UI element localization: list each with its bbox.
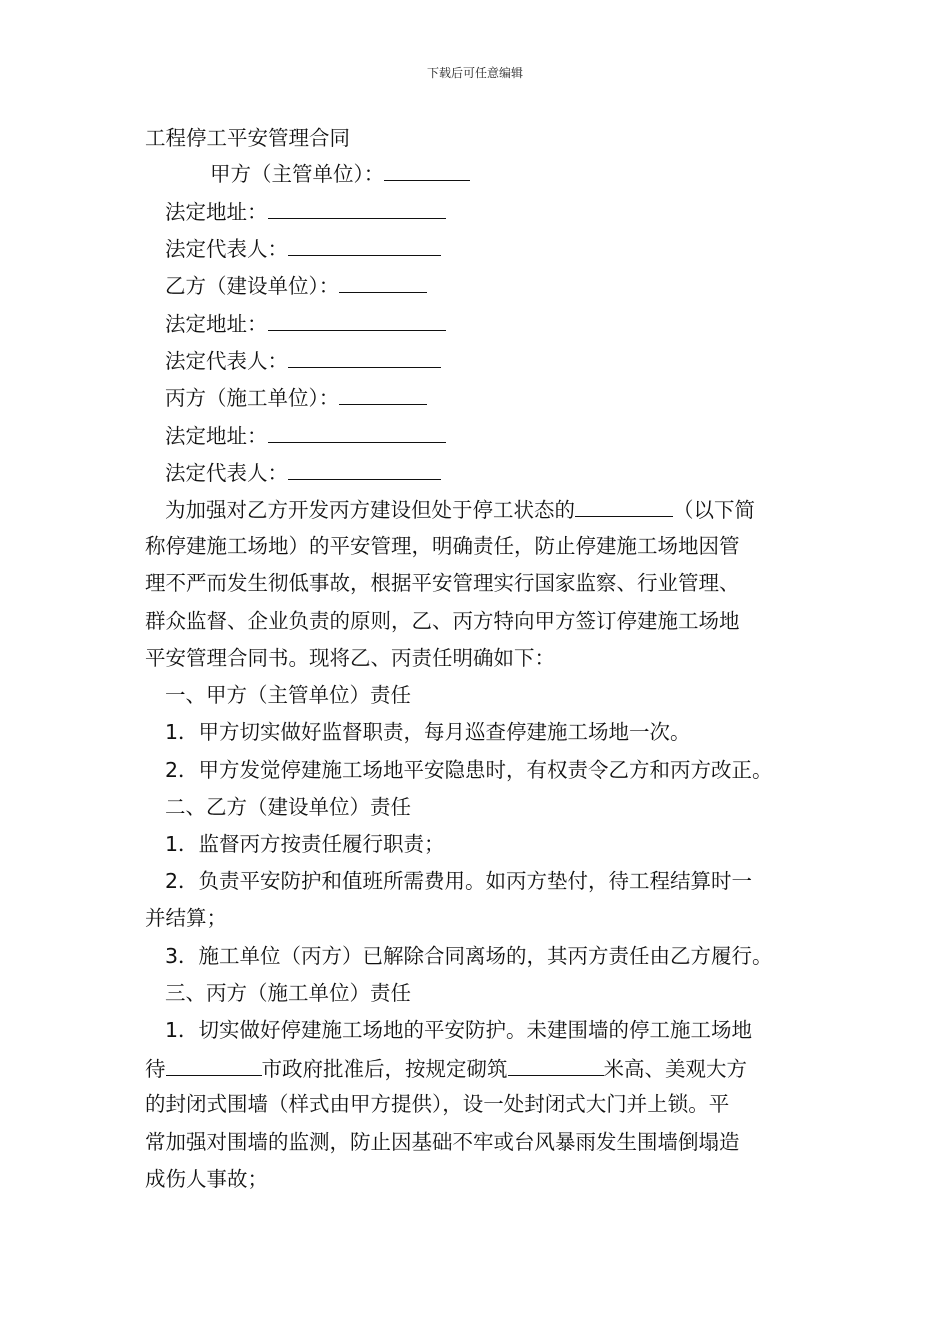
party-a-address-line xyxy=(165,196,446,226)
party-b-address-label: 法定地址： xyxy=(165,312,268,336)
party-c-label: 丙方（施工单位）： xyxy=(165,386,340,410)
party-c-address-line xyxy=(165,420,446,450)
intro-line-3: 理不严而发生彻低事故，根据平安管理实行国家监察、行业管理、 xyxy=(145,571,740,595)
party-c-address-blank[interactable] xyxy=(268,420,446,443)
party-a-rep-blank[interactable] xyxy=(288,233,441,256)
section-3-item-1e: 成伤人事故； xyxy=(145,1167,268,1191)
party-b-address-line xyxy=(165,308,446,338)
party-c-blank[interactable] xyxy=(339,382,427,405)
intro-line-5: 平安管理合同书。现将乙、丙责任明确如下： xyxy=(145,646,555,670)
party-a-line xyxy=(210,158,470,188)
section-3-item-1b xyxy=(145,1053,747,1083)
party-c-address-label: 法定地址： xyxy=(165,424,268,448)
intro-line-1 xyxy=(165,494,755,524)
section-3-text-1b-2: 市政府批准后，按规定砌筑 xyxy=(261,1057,508,1081)
approval-blank[interactable] xyxy=(166,1053,262,1076)
intro-line-2: 称停建施工场地）的平安管理，明确责任，防止停建施工场地因管 xyxy=(145,534,740,558)
section-2-item-2a: 2．负责平安防护和值班所需费用。如丙方垫付，待工程结算时一 xyxy=(165,869,753,893)
site-name-blank[interactable] xyxy=(575,494,673,517)
section-3-text-1b-3: 米高、美观大方 xyxy=(603,1057,747,1081)
section-1-heading: 一、甲方（主管单位）责任 xyxy=(165,683,411,707)
party-a-label: 甲方（主管单位）： xyxy=(210,162,385,186)
party-b-address-blank[interactable] xyxy=(268,308,446,331)
party-a-blank[interactable] xyxy=(384,158,470,181)
party-a-address-label: 法定地址： xyxy=(165,200,268,224)
wall-height-blank[interactable] xyxy=(508,1053,604,1076)
section-1-item-1: 1．甲方切实做好监督职责，每月巡查停建施工场地一次。 xyxy=(165,720,691,744)
party-a-address-blank[interactable] xyxy=(268,196,446,219)
party-c-rep-line xyxy=(165,457,441,487)
section-2-item-1: 1．监督丙方按责任履行职责； xyxy=(165,832,445,856)
intro-text-1a: 为加强对乙方开发丙方建设但处于停工状态的 xyxy=(165,498,575,522)
document-title: 工程停工平安管理合同 xyxy=(145,126,350,150)
party-c-rep-blank[interactable] xyxy=(288,457,441,480)
party-b-label: 乙方（建设单位）： xyxy=(165,274,340,298)
party-b-rep-line xyxy=(165,345,441,375)
party-b-line xyxy=(165,270,427,300)
party-b-blank[interactable] xyxy=(339,270,427,293)
section-2-item-2b: 并结算； xyxy=(145,906,227,930)
party-b-rep-blank[interactable] xyxy=(288,345,441,368)
party-a-rep-label: 法定代表人： xyxy=(165,237,288,261)
page-header-note: 下载后可任意编辑 xyxy=(426,66,523,80)
section-3-item-1c: 的封闭式围墙（样式由甲方提供），设一处封闭式大门并上锁。平 xyxy=(145,1092,730,1116)
party-c-rep-label: 法定代表人： xyxy=(165,461,288,485)
section-3-heading: 三、丙方（施工单位）责任 xyxy=(165,981,411,1005)
section-2-heading: 二、乙方（建设单位）责任 xyxy=(165,795,411,819)
section-2-item-3: 3．施工单位（丙方）已解除合同离场的，其丙方责任由乙方履行。 xyxy=(165,944,773,968)
party-c-line xyxy=(165,382,427,412)
section-3-item-1a: 1．切实做好停建施工场地的平安防护。未建围墙的停工施工场地 xyxy=(165,1018,753,1042)
party-b-rep-label: 法定代表人： xyxy=(165,349,288,373)
party-a-rep-line xyxy=(165,233,441,263)
intro-line-4: 群众监督、企业负责的原则，乙、丙方特向甲方签订停建施工场地 xyxy=(145,609,740,633)
section-3-text-1b-1: 待 xyxy=(145,1057,166,1081)
section-3-item-1d: 常加强对围墙的监测，防止因基础不牢或台风暴雨发生围墙倒塌造 xyxy=(145,1130,740,1154)
section-1-item-2: 2．甲方发觉停建施工场地平安隐患时，有权责令乙方和丙方改正。 xyxy=(165,758,773,782)
intro-text-1b: （以下简 xyxy=(673,498,755,522)
